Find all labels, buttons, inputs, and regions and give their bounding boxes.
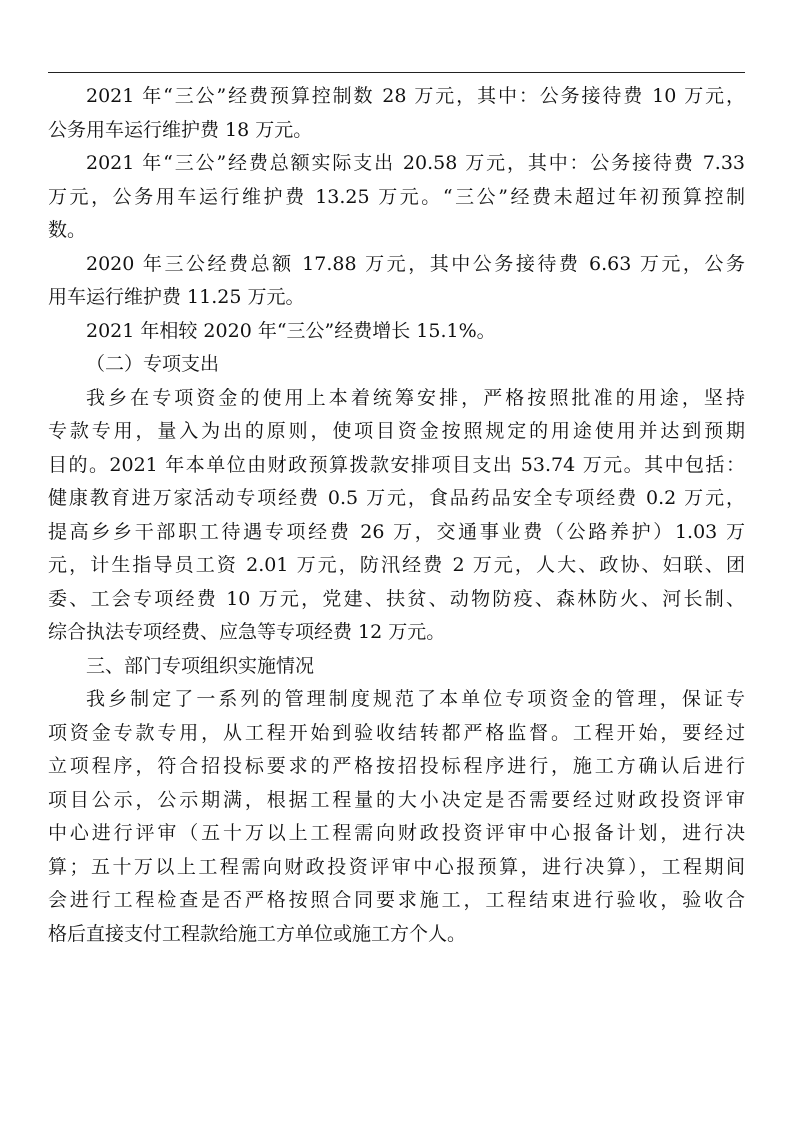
text-line: 万元，公务用车运行维护费 13.25 万元。“三公”经费未超过年初预算控制	[48, 185, 745, 208]
text-line: 2021 年相较 2020 年“三公”经费增长 15.1%。	[86, 319, 496, 342]
text-line: 数。	[48, 219, 87, 241]
document-body	[48, 80, 745, 951]
text-line: 会进行工程检查是否严格按照合同要求施工，工程结束进行验收，验收合	[48, 889, 745, 911]
text-line: 目的。2021 年本单位由财政预算拨款安排项目支出 53.74 万元。其中包括：	[48, 453, 745, 476]
text-line: 元，计生指导员工资 2.01 万元，防汛经费 2 万元，人大、政协、妇联、团	[48, 554, 745, 576]
text-line: 公务用车运行维护费 18 万元。	[48, 118, 313, 141]
text-line: 2021 年“三公”经费预算控制数 28 万元，其中：公务接待费 10 万元，	[86, 85, 745, 107]
text-line: 算；五十万以上工程需向财政投资评审中心报预算，进行决算），工程期间	[48, 855, 745, 878]
text-line: 提高乡乡干部职工待遇专项经费 26 万，交通事业费（公路养护）1.03 万	[48, 520, 745, 543]
text-line: 2020 年三公经费总额 17.88 万元，其中公务接待费 6.63 万元，公务	[86, 252, 745, 275]
text-line: 健康教育进万家活动专项经费 0.5 万元，食品药品安全专项经费 0.2 万元，	[48, 487, 745, 509]
text-line: 专款专用，量入为出的原则，使项目资金按照规定的用途使用并达到预期	[48, 420, 745, 442]
text-line: （二）专项支出	[86, 353, 220, 375]
text-line: 立项程序，符合招投标要求的严格按招投标程序进行，施工方确认后进行	[48, 755, 745, 777]
text-line: 中心进行评审（五十万以上工程需向财政投资评审中心报备计划，进行决	[48, 822, 745, 844]
text-line: 项资金专款专用，从工程开始到验收结转都严格监督。工程开始，要经过	[48, 721, 745, 744]
text-line: 用车运行维护费 11.25 万元。	[48, 286, 305, 308]
text-line: 我乡制定了一系列的管理制度规范了本单位专项资金的管理，保证专	[86, 688, 745, 710]
text-line: 项目公示，公示期满，根据工程量的大小决定是否需要经过财政投资评审	[48, 788, 745, 811]
header-rule	[48, 72, 745, 73]
text-line: 委、工会专项经费 10 万元，党建、扶贫、动物防疫、森林防火、河长制、	[48, 587, 745, 610]
text-line: 格后直接支付工程款给施工方单位或施工方个人。	[48, 922, 467, 945]
text-line: 综合执法专项经费、应急等专项经费 12 万元。	[48, 621, 446, 643]
text-line: 2021 年“三公”经费总额实际支出 20.58 万元，其中：公务接待费 7.33	[86, 152, 745, 174]
text-line: 我乡在专项资金的使用上本着统筹安排，严格按照批准的用途，坚持	[86, 386, 745, 409]
text-line: 三、部门专项组织实施情况	[86, 654, 315, 677]
